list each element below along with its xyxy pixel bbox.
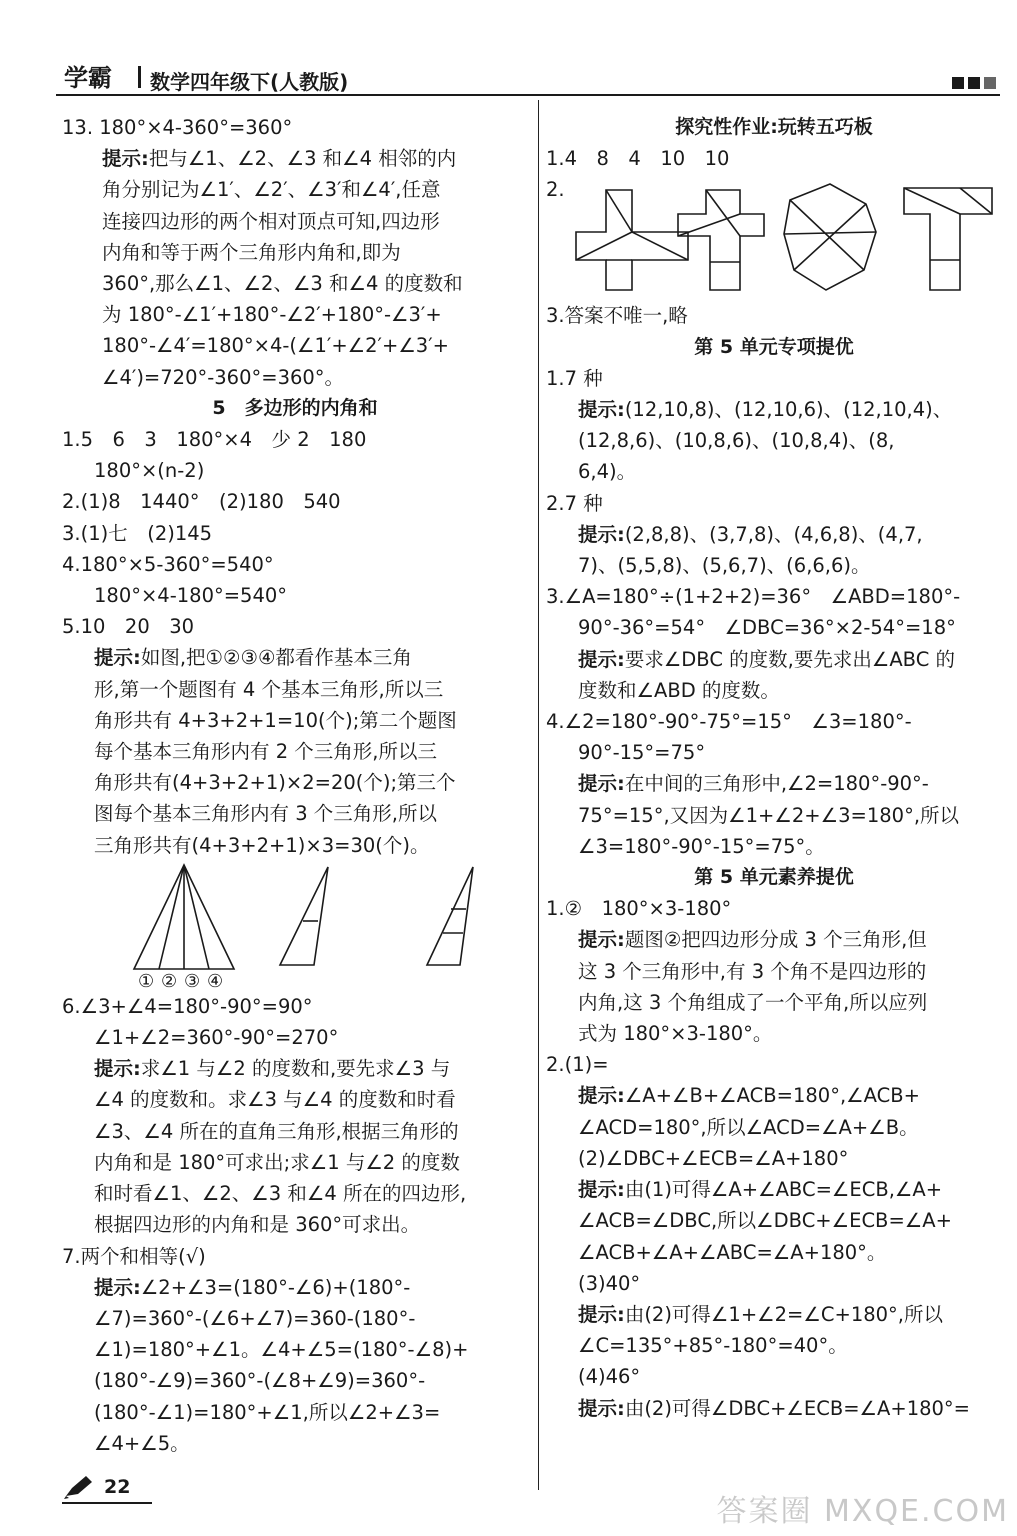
tangram-shapes xyxy=(546,174,1002,300)
section-title-explore: 探究性作业:玩转五巧板 xyxy=(675,116,873,138)
hint-13: 提示:把与∠1、∠2、∠3 和∠4 相邻的内 角分别记为∠1′、∠2′、∠3′和∠4′,任意 连接四边形的两个相对顶点可知,四边形 内角和等于两个三角形内角和,即为 360°,那么∠1、∠2、∠3 和∠4 的度数和 为 180°-∠1′+180°-∠2′+180°-∠3′+ 180°-∠4′=180°×4-(∠1′+∠2′+∠3′+ ∠4′)=720°-360°=360°。 xyxy=(102,147,463,389)
special-3: 3. ∠A=180°÷(1+2+2)=36° ∠ABD=180°- xyxy=(546,585,961,609)
question-6: 6. ∠3+∠4=180°-90°=90° xyxy=(62,994,313,1018)
column-divider xyxy=(538,100,539,1490)
hint-7: 提示:∠2+∠3=(180°-∠6)+(180°- ∠7)=360°-(∠6+∠7)=360-(180°- ∠1)=180°+∠1。∠4+∠5=(180°-∠8)+ (180°-∠9)=360°-(∠8+∠9)=360°- (180°-∠1)=180°+∠1,所以∠2+∠3= ∠4+∠5。 xyxy=(94,1275,469,1455)
hint-special-3: 提示:要求∠DBC 的度数,要先求出∠ABC 的 度数和∠ABD 的度数。 xyxy=(578,647,956,702)
hint-literacy-1: 提示:题图②把四边形分成 3 个三角形,但 这 3 个三角形中,有 3 个角不是四边形的 内角,这 3 个角组成了一个平角,所以应列 式为 180°×3-180°。 xyxy=(578,928,928,1046)
tangram-shape-4 xyxy=(904,188,992,290)
triangle-diagram xyxy=(62,861,522,991)
literacy-1: 1. ② 180°×3-180° xyxy=(546,897,732,921)
special-4: 4. ∠2=180°-90°-75°=15° ∠3=180°- xyxy=(546,710,912,734)
question-5: 5. 10 20 30 xyxy=(62,615,195,639)
question-1: 1. 5 6 3 180°×4 少 2 180 xyxy=(62,428,367,452)
question-7: 7. 两个和相等(√) xyxy=(62,1244,206,1268)
triangle-figures xyxy=(62,861,528,991)
header-blocks-decoration xyxy=(948,74,996,93)
hint-special-4: 提示:在中间的三角形中,∠2=180°-90°- 75°=15°,又因为∠1+∠2+∠3=180°,所以 ∠3=180°-90°-15°=75°。 xyxy=(578,772,960,858)
section-title-polygon-angles: 5 多边形的内角和 xyxy=(212,396,378,419)
fig-label-2: ② xyxy=(161,970,178,991)
page-number: 22 xyxy=(104,1476,131,1498)
literacy-2: 2. (1)= xyxy=(546,1053,609,1077)
question-4: 4. 180°×5-360°=540° xyxy=(62,552,274,576)
tangram-shape-1 xyxy=(576,190,688,290)
explore-1: 1. 4 8 4 10 10 xyxy=(546,147,730,171)
brand-logo: 学霸 xyxy=(64,64,112,92)
hint-5: 提示:如图,把①②③④都看作基本三角 形,第一个题图有 4 个基本三角形,所以三 角形共有 4+3+2+1=10(个);第二个题图 每个基本三角形内有 2 个三角形,所以三 角形共有(4+3+2+1)×2=20(个);第三个 图每个基本三角形内有 3 个三角形,所以 三角形共有(4+3+2+1)×3=30(个)。 xyxy=(94,646,457,857)
right-column: 探究性作业:玩转五巧板 1. 4 8 4 10 10 2. 3. 答案不唯一,略 第 5 单元专项提优 1. 7 种 提示:(12,10,8)、(12,10,6)、(12,10,4)、 (12,8,6)、(10,8,6)、(10,8,4)、(8, 6,4)。 2. 7 种 提示:(2,8,8)、(3,7,8)、(4,6,8)、(4,7, 7)、(5,5,8)、(5,6,7)、(6,6,6)。 3. ∠A=180°÷(1+2+2)=36° ∠ABD=180°- 90°-36°=54° ∠DBC=36°×2-54°=18° 提示:要求∠DBC 的度数,要先求出∠ABC 的 度数和∠ABD 的度数。 4. ∠2=180°-90°-75°=15° ∠3=180°- 90°-15°=75° 提示:在中间的三角形中,∠2=180°-90°- 75°=15°,又因为∠1+∠2+∠3=180°,所以 ∠3=180°-90°-15°=75°。 第 5 单元素养提优 1. ② 180°×3-180° 提示:题图②把四边形分成 3 个三角形,但 这 3 个三角形中,有 3 个角不是四边形的 内角,这 3 个角组成了一个平角,所以应列 式为 180°×3-180°。 2. (1)= 提示:∠A+∠B+∠ACB=180°,∠ACB+ ∠ACD=180°,所以∠ACD=∠A+∠B。 (2)∠DBC+∠ECB=∠A+180° 提示:由(1)可得∠A+∠ABC=∠ECB,∠A+ ∠ACB=∠DBC,所以∠DBC+∠ECB=∠A+ ∠ACB+∠A+∠ABC=∠A+180°。 (3)40° 提示:由(2)可得∠1+∠2=∠C+180°,所以 ∠C=135°+85°-180°=40°。 (4)46° 提示:由(2)可得∠DBC+∠ECB=∠A+180°= xyxy=(546,112,1002,1424)
hint-special-2: 提示:(2,8,8)、(3,7,8)、(4,6,8)、(4,7, 7)、(5,5,8)、(5,6,7)、(6,6,6)。 xyxy=(578,522,923,578)
explore-2: 2. xyxy=(546,174,1002,300)
thin-triangle-3 xyxy=(427,867,473,965)
fig-label-4: ④ xyxy=(207,970,224,991)
hint-6: 提示:求∠1 与∠2 的度数和,要先求∠3 与 ∠4 的度数和。求∠3 与∠4 的度数和时看 ∠3、∠4 所在的直角三角形,根据三角形的 内角和是 180°可求出;求∠1 与∠2 的度数 和时看∠1、∠2、∠3 和∠4 所在的四边形, 根据四边形的内角和是 360°可求出。 xyxy=(94,1057,467,1237)
left-column: 13. 180°×4-360°=360° 提示:把与∠1、∠2、∠3 和∠4 相邻的内 角分别记为∠1′、∠2′、∠3′和∠4′,任意 连接四边形的两个相对顶点可知,四边形 内角和等于两个三角形内角和,即为 360°,那么∠1、∠2、∠3 和∠4 的度数和 为 180°-∠1′+180°-∠2′+180°-∠3′+ 180°-∠4′=180°×4-(∠1′+∠2′+∠3′+ ∠4′)=720°-360°=360°。 5 多边形的内角和 1. 5 6 3 180°×4 少 2 180 180°×(n-2) 2. (1)8 1440° (2)180 540 3. (1)七 (2)145 4. 180°×5-360°=540° 180°×4-180°=540° 5. 10 20 30 提示:如图,把①②③④都看作基本三角 形,第一个题图有 4 个基本三角形,所以三 角形共有 4+3+2+1=10(个);第二个题图 每个基本三角形内有 2 个三角形,所以三 角形共有(4+3+2+1)×2=20(个);第三个 图每个基本三角形内有 3 个三角形,所以 三角形共有(4+3+2+1)×3=30(个)。 ① ② ③ ④ 6. ∠3+∠4=180°-90°=90° ∠1+∠2=360°-90°=270° 提示:求∠1 与∠2 的度数和,要先求∠3 与 ∠4 的度数和。求∠3 与∠4 的度数和时看 ∠3、∠4 所在的直角三角形,根据三角形的 内角和是 180°可求出;求∠1 与∠2 的度数 和时看∠1、∠2、∠3 和∠4 所在的四边形, 根据四边形的内角和是 360°可求出。 7. 两个和相等(√) 提示:∠2+∠3=(180°-∠6)+(180°- ∠7)=360°-(∠6+∠7)=360-(180°- ∠1)=180°+∠1。∠4+∠5=(180°-∠8)+ (180°-∠9)=360°-(∠8+∠9)=360°- (180°-∠1)=180°+∠1,所以∠2+∠3= ∠4+∠5。 xyxy=(62,112,528,1459)
special-2: 2. 7 种 xyxy=(546,491,603,515)
page-header xyxy=(56,58,1000,96)
fig-label-3: ③ xyxy=(184,970,201,991)
pencil-icon xyxy=(62,1474,96,1500)
question-2: 2. (1)8 1440° (2)180 540 xyxy=(62,490,341,514)
tangram-shape-3 xyxy=(784,184,876,290)
watermark: 答案圈 MXQE.COM xyxy=(716,1494,1009,1529)
header-separator xyxy=(138,66,141,88)
explore-3: 3. 答案不唯一,略 xyxy=(546,304,688,328)
thin-triangle-2 xyxy=(280,867,328,965)
book-title: 数学四年级下(人教版) xyxy=(150,70,349,94)
fig-label-1: ① xyxy=(138,970,155,991)
question-3: 3. (1)七 (2)145 xyxy=(62,521,213,545)
tangram-shape-2 xyxy=(678,190,764,290)
special-1: 1. 7 种 xyxy=(546,366,603,390)
hint-literacy-2: 提示:∠A+∠B+∠ACB=180°,∠ACB+ ∠ACD=180°,所以∠ACD=∠A+∠B。 (2)∠DBC+∠ECB=∠A+180° 提示:由(1)可得∠A+∠ABC=∠ECB,∠A+ ∠ACB=∠DBC,所以∠DBC+∠ECB=∠A+ ∠ACB+∠A+∠ABC=∠A+180°。 (3)40° 提示:由(2)可得∠1+∠2=∠C+180°,所以 ∠C=135°+85°-180°=40°。 (4)46° 提示:由(2)可得∠DBC+∠ECB=∠A+180°= xyxy=(578,1084,971,1420)
question-13: 13. 180°×4-360°=360° xyxy=(62,116,293,139)
hint-special-1: 提示:(12,10,8)、(12,10,6)、(12,10,4)、 (12,8,6)、(10,8,6)、(10,8,4)、(8, 6,4)。 xyxy=(578,398,953,484)
page-footer xyxy=(62,1472,152,1504)
section-title-unit5-special: 第 5 单元专项提优 xyxy=(694,335,854,358)
section-title-unit5-literacy: 第 5 单元素养提优 xyxy=(694,866,854,889)
